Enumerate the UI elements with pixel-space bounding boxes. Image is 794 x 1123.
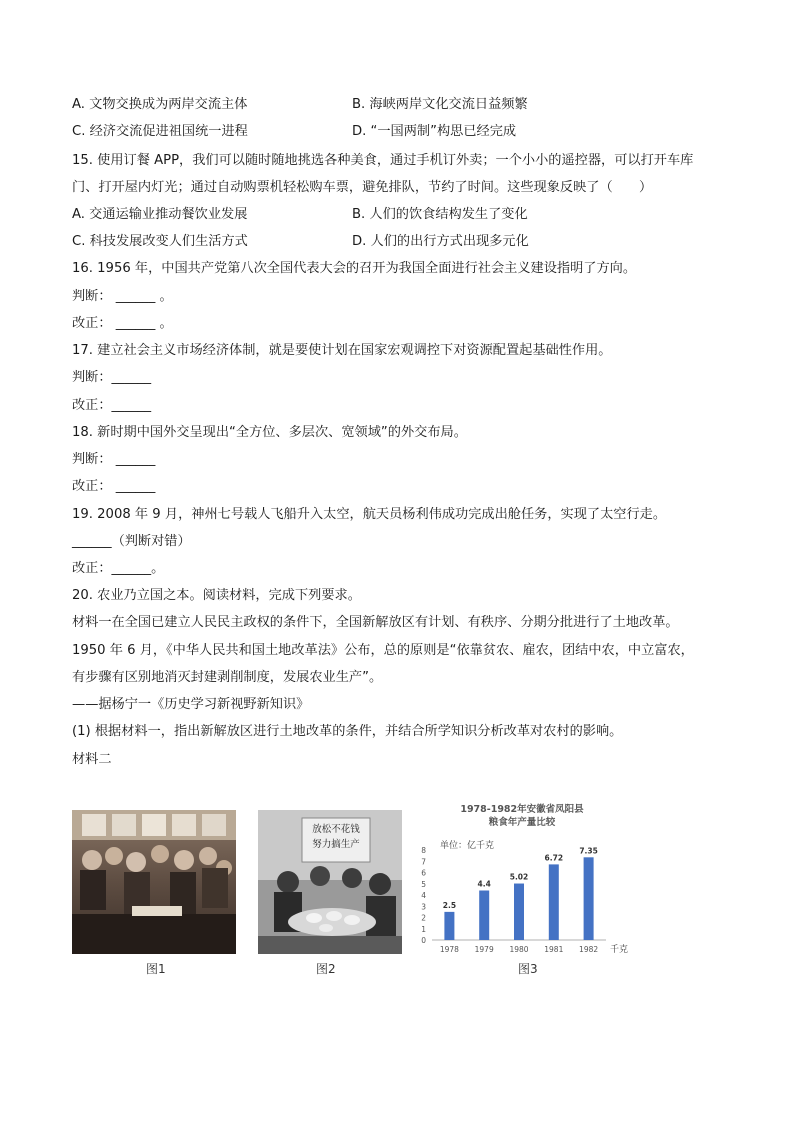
chart-y-tick-label: 2: [421, 913, 426, 923]
chart-bar: [444, 912, 454, 940]
chart-x-tick-label: 1982: [579, 945, 599, 954]
q15-option-d: D. 人们的出行方式出现多元化: [352, 234, 529, 249]
figure2-caption: 图2: [316, 962, 336, 976]
chart-y-tick-label: 5: [421, 879, 426, 889]
q19-correct: 改正：______。: [72, 561, 165, 576]
chart-y-tick-label: 1: [421, 924, 426, 934]
figure3-bar-chart: [410, 798, 634, 966]
q20-material1-line2: 1950 年 6 月，《中华人民共和国土地改革法》公布，总的原则是“依靠贫农、雇农，团结中农，中立富农，: [72, 643, 694, 658]
chart-y-tick-label: 7: [421, 857, 426, 867]
q20-material1-line3: 有步骤有区别地消灭封建剥削制度，发展农业生产”。: [72, 670, 383, 685]
q19-stem: 19. 2008 年 9 月，神州七号载人飞船升入太空，航天员杨利伟成功完成出舱任务，实现了太空行走。: [72, 507, 667, 522]
chart-title-line1: 1978-1982年安徽省凤阳县: [460, 804, 584, 815]
q18-stem: 18. 新时期中国外交呈现出“全方位、多层次、宽领域”的外交布局。: [72, 425, 467, 440]
q14-option-b: B. 海峡两岸文化交流日益频繁: [352, 97, 528, 112]
chart-value-label: 7.35: [579, 846, 598, 856]
figure3-caption: 图3: [518, 962, 538, 976]
chart-y-tick-label: 3: [421, 902, 426, 912]
q18-judge: 判断： ______: [72, 452, 156, 467]
q17-judge: 判断：______: [72, 370, 152, 385]
q17-stem: 17. 建立社会主义市场经济体制，就是要使计划在国家宏观调控下对资源配置起基础性作用。: [72, 343, 612, 358]
q15-option-c: C. 科技发展改变人们生活方式: [72, 234, 248, 249]
chart-x-label: 千克: [610, 945, 629, 955]
chart-y-tick-label: 4: [421, 891, 426, 900]
chart-bar: [514, 884, 524, 940]
q14-option-c: C. 经济交流促进祖国统一进程: [72, 124, 248, 139]
q14-option-d: D. “一国两制”构思已经完成: [352, 124, 517, 139]
q20-material2-label: 材料二: [72, 752, 112, 767]
chart-x-tick-label: 1979: [474, 945, 494, 954]
figure1-caption: 图1: [146, 962, 166, 976]
chart-value-label: 2.5: [442, 900, 457, 910]
q15-stem-line1: 15. 使用订餐 APP，我们可以随时随地挑选各种美食，通过手机订外卖；一个小小的遥控器，可以打开车库: [72, 153, 694, 168]
chart-x-tick-label: 1981: [544, 945, 564, 954]
q16-judge: 判断： ______ 。: [72, 289, 173, 304]
q15-option-a: A. 交通运输业推动餐饮业发展: [72, 207, 248, 222]
chart-bar: [549, 864, 559, 940]
figure2-photo: [258, 810, 402, 954]
q15-stem-line2: 门、打开屋内灯光；通过自动购票机轻松购车票，避免排队，节约了时间。这些现象反映了（ ）: [72, 180, 653, 195]
chart-unit-label: 单位：亿千克: [440, 841, 495, 851]
q16-stem: 16. 1956 年，中国共产党第八次全国代表大会的召开为我国全面进行社会主义建设指明了方向。: [72, 261, 637, 276]
figure2-banner-text: 放松不花钱 努力搞生产: [312, 824, 360, 850]
chart-bar: [479, 891, 489, 941]
q14-option-a: A. 文物交换成为两岸交流主体: [72, 97, 248, 112]
q15-option-b: B. 人们的饮食结构发生了变化: [352, 207, 528, 222]
q20-subquestion-1: (1) 根据材料一，指出新解放区进行土地改革的条件，并结合所学知识分析改革对农村的影响。: [72, 724, 623, 739]
q19-judge: ______（判断对错）: [72, 534, 191, 549]
chart-bar: [584, 857, 594, 940]
q18-correct: 改正： ______: [72, 479, 156, 494]
chart-x-tick-label: 1980: [509, 945, 529, 954]
chart-value-label: 6.72: [544, 853, 564, 863]
q17-correct: 改正：______: [72, 398, 152, 413]
chart-y-tick-label: 0: [421, 936, 426, 945]
q20-material1-line1: 材料一在全国已建立人民民主政权的条件下，全国新解放区有计划、有秩序、分期分批进行了土地改革。: [72, 615, 679, 630]
chart-y-tick-label: 6: [421, 868, 426, 878]
chart-x-tick-label: 1978: [439, 945, 459, 954]
q20-stem: 20. 农业乃立国之本。阅读材料，完成下列要求。: [72, 588, 361, 603]
chart-value-label: 5.02: [509, 872, 529, 882]
q16-correct: 改正： ______ 。: [72, 316, 173, 331]
chart-y-tick-label: 8: [421, 846, 426, 855]
figure1-photo: [72, 810, 236, 954]
chart-value-label: 4.4: [477, 879, 491, 889]
q20-source: ——据杨宁一《历史学习新视野新知识》: [72, 697, 310, 712]
chart-title-line2: 粮食年产量比较: [488, 817, 556, 828]
